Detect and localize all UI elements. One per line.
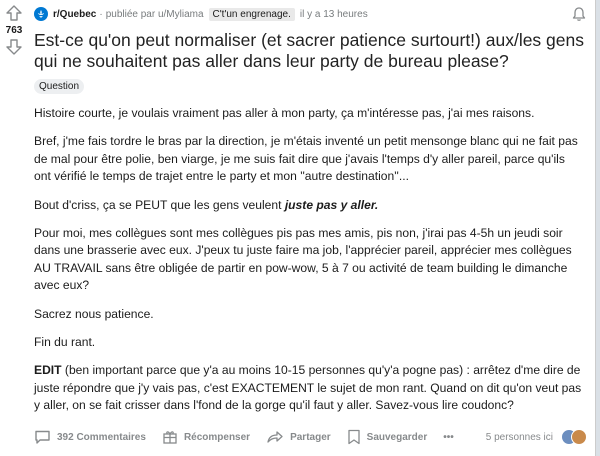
presence-avatars: [561, 429, 587, 445]
emphasis-text: juste pas y aller.: [284, 197, 379, 212]
body-paragraph: Histoire courte, je voulais vraiment pas aller à mon party, ça m'intéresse pas, j'ai mes raisons.: [34, 106, 535, 120]
share-button[interactable]: [266, 429, 331, 445]
edit-label: EDIT: [34, 363, 62, 378]
save-button[interactable]: [347, 429, 428, 445]
comments-button[interactable]: [34, 429, 146, 445]
downvote-button[interactable]: [5, 38, 23, 56]
post-title[interactable]: Est-ce qu'on peut normaliser (et sacrer patience surtourt!) aux/les gens qui ne souhaitent pas aller dans leur party de bureau please?: [34, 30, 584, 71]
posted-by-label: publiée par: [105, 8, 156, 20]
more-dots-icon: •••: [443, 431, 454, 443]
body-paragraph: [34, 362, 583, 414]
upvote-arrow-icon: [6, 5, 22, 21]
post-actions-bar: [34, 418, 587, 456]
save-label: Sauvegarder: [366, 431, 428, 443]
meta-separator: ·: [99, 8, 103, 20]
downvote-arrow-icon: [6, 39, 22, 55]
avatar: [571, 429, 587, 445]
body-paragraph: Pour moi, mes collègues sont mes collègues pis pas mes amis, pis non, j'irai pas 4-5h un jeudi soir dans une brasserie avec eux. J'peux tu juste faire ma job, l'apprécier pareil, apprécier mes collègues AU TRAVAIL sans être obligée de partir en pow-wow, 5 à 7 ou activité de team building le dimanche avec eux?: [34, 226, 572, 293]
subreddit-fleur-de-lis-icon[interactable]: [34, 7, 48, 21]
more-options-button[interactable]: [443, 432, 454, 443]
gift-icon: [162, 429, 178, 445]
vote-score: 763: [5, 25, 23, 36]
post-body: [34, 105, 587, 415]
body-paragraph: Sacrez nous patience.: [34, 306, 154, 321]
body-paragraph: [34, 197, 583, 214]
vote-column: [0, 4, 28, 56]
author-flair: C't'un engrenage.: [209, 8, 295, 21]
follow-bell-button[interactable]: [571, 6, 587, 27]
post-flair[interactable]: Question: [34, 79, 84, 94]
bookmark-icon: [347, 429, 361, 445]
author-link[interactable]: u/Myliama: [157, 8, 204, 20]
post-meta: [34, 0, 587, 28]
body-text: Bout d'criss, ça se PEUT que les gens veulent: [34, 197, 285, 212]
share-arrow-icon: [266, 429, 284, 445]
share-label: Partager: [290, 431, 331, 443]
presence-label: 5 personnes ici: [485, 431, 553, 443]
comments-label: 392 Commentaires: [57, 431, 146, 443]
subreddit-link[interactable]: r/Quebec: [53, 8, 97, 20]
bell-icon: [571, 6, 587, 22]
body-paragraph: Fin du rant.: [34, 335, 96, 350]
award-button[interactable]: [162, 429, 250, 445]
upvote-button[interactable]: [5, 4, 23, 22]
presence-indicator: [486, 429, 587, 445]
post-time[interactable]: il y a 13 heures: [299, 8, 368, 20]
body-text: (ben important parce que y'a au moins 10-15 personnes qu'y'a pogne pas) : arrêtez d'me dire de juste répondre que j'y vais pas, c'est EXACTEMENT le sujet de mon rant. Quand on dit qu'on veut pas y aller, on se fait crisser dans l'fond de la gorge qu'il faut y aller. Savez-vous lire coudonc?: [34, 363, 582, 413]
award-label: Récompenser: [183, 431, 251, 443]
post-content: [34, 0, 587, 415]
comment-bubble-icon: [34, 429, 51, 445]
body-paragraph: Bref, j'me fais tordre le bras par la direction, je m'étais inventé un petit mensonge blanc qui ne fait pas de mal pour être polie, ben viarge, je me suis fait dire que j'avais l'temps d'y aller pareil, parce qu'ils ont vérifié le temps de trajet entre le party et mon ''autre destination''...: [34, 134, 578, 184]
